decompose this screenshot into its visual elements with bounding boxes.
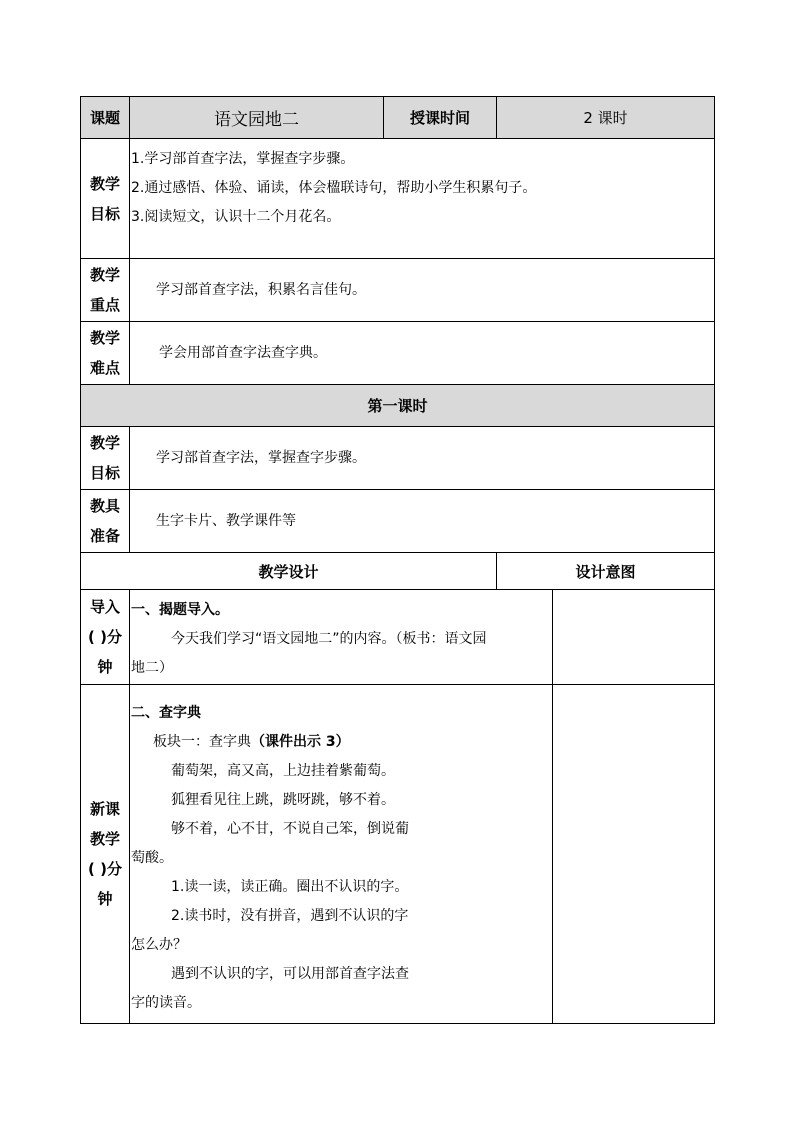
answer-text: 字的读音。 <box>131 995 201 1011</box>
step-item: 2.读书时，没有拼音，遇到不认识的字 <box>171 908 409 924</box>
lesson1-prep-label: 教具 准备 <box>81 490 130 553</box>
lesson1-prep-row <box>81 490 715 553</box>
key-points-row <box>81 259 715 322</box>
step-item: 怎么办？ <box>131 937 187 953</box>
lesson1-title: 第一课时 <box>81 385 715 427</box>
topic-value: 语文园地二 <box>130 97 384 139</box>
new-lesson-intent <box>553 685 715 1024</box>
intro-heading: 一、揭题导入。 <box>131 602 229 618</box>
intent-column-header: 设计意图 <box>497 553 715 590</box>
lesson1-objective-content: 学习部首查字法，掌握查字步骤。 <box>130 427 715 490</box>
objective-item: 3.阅读短文，认识十二个月花名。 <box>131 209 341 225</box>
new-lesson-row <box>81 685 715 1024</box>
intro-label: 导入 ( )分 钟 <box>81 590 130 685</box>
objectives-content <box>130 139 715 259</box>
intro-content <box>130 590 553 685</box>
lesson-plan <box>80 96 714 1024</box>
objective-item: 1.学习部首查字法，掌握查字步骤。 <box>131 151 355 167</box>
difficulties-row <box>81 322 715 385</box>
new-lesson-label: 新课 教学 ( )分 钟 <box>81 685 130 1024</box>
time-label: 授课时间 <box>384 97 497 139</box>
lesson-plan-table <box>80 96 715 1024</box>
key-points-content: 学习部首查字法，积累名言佳句。 <box>130 259 715 322</box>
time-value: 2 课时 <box>497 97 715 139</box>
design-column-header: 教学设计 <box>81 553 497 590</box>
new-lesson-content <box>130 685 553 1024</box>
objective-item: 2.通过感悟、体验、诵读，体会楹联诗句，帮助小学生积累句子。 <box>131 180 537 196</box>
answer-text: 遇到不认识的字，可以用部首查字法查 <box>171 966 409 982</box>
difficulties-content: 学会用部首查字法查字典。 <box>130 322 715 385</box>
objectives-row <box>81 139 715 259</box>
poem-line: 萄酸。 <box>131 850 173 866</box>
poem-line: 葡萄架，高又高，上边挂着紫葡萄。 <box>171 763 395 779</box>
objectives-label: 教学 目标 <box>81 139 130 259</box>
new-lesson-heading: 二、查字典 <box>131 705 201 721</box>
intro-row <box>81 590 715 685</box>
intro-intent <box>553 590 715 685</box>
key-points-label: 教学 重点 <box>81 259 130 322</box>
poem-line: 够不着，心不甘，不说自己笨，倒说葡 <box>171 821 409 837</box>
step-item: 1.读一读，读正确。圈出不认识的字。 <box>171 879 409 895</box>
intro-text: 地二） <box>131 660 173 676</box>
header-row <box>81 97 715 139</box>
difficulties-label: 教学 难点 <box>81 322 130 385</box>
topic-label: 课题 <box>81 97 130 139</box>
lesson1-title-row <box>81 385 715 427</box>
lesson1-objective-row <box>81 427 715 490</box>
design-header-row <box>81 553 715 590</box>
poem-line: 狐狸看见往上跳，跳呀跳，够不着。 <box>171 792 395 808</box>
lesson1-objective-label: 教学 目标 <box>81 427 130 490</box>
lesson1-prep-content: 生字卡片、教学课件等 <box>130 490 715 553</box>
block-title: 板块一：查字典（课件出示 3） <box>153 734 350 750</box>
intro-text: 今天我们学习“语文园地二”的内容。（板书：语文园 <box>171 631 487 647</box>
